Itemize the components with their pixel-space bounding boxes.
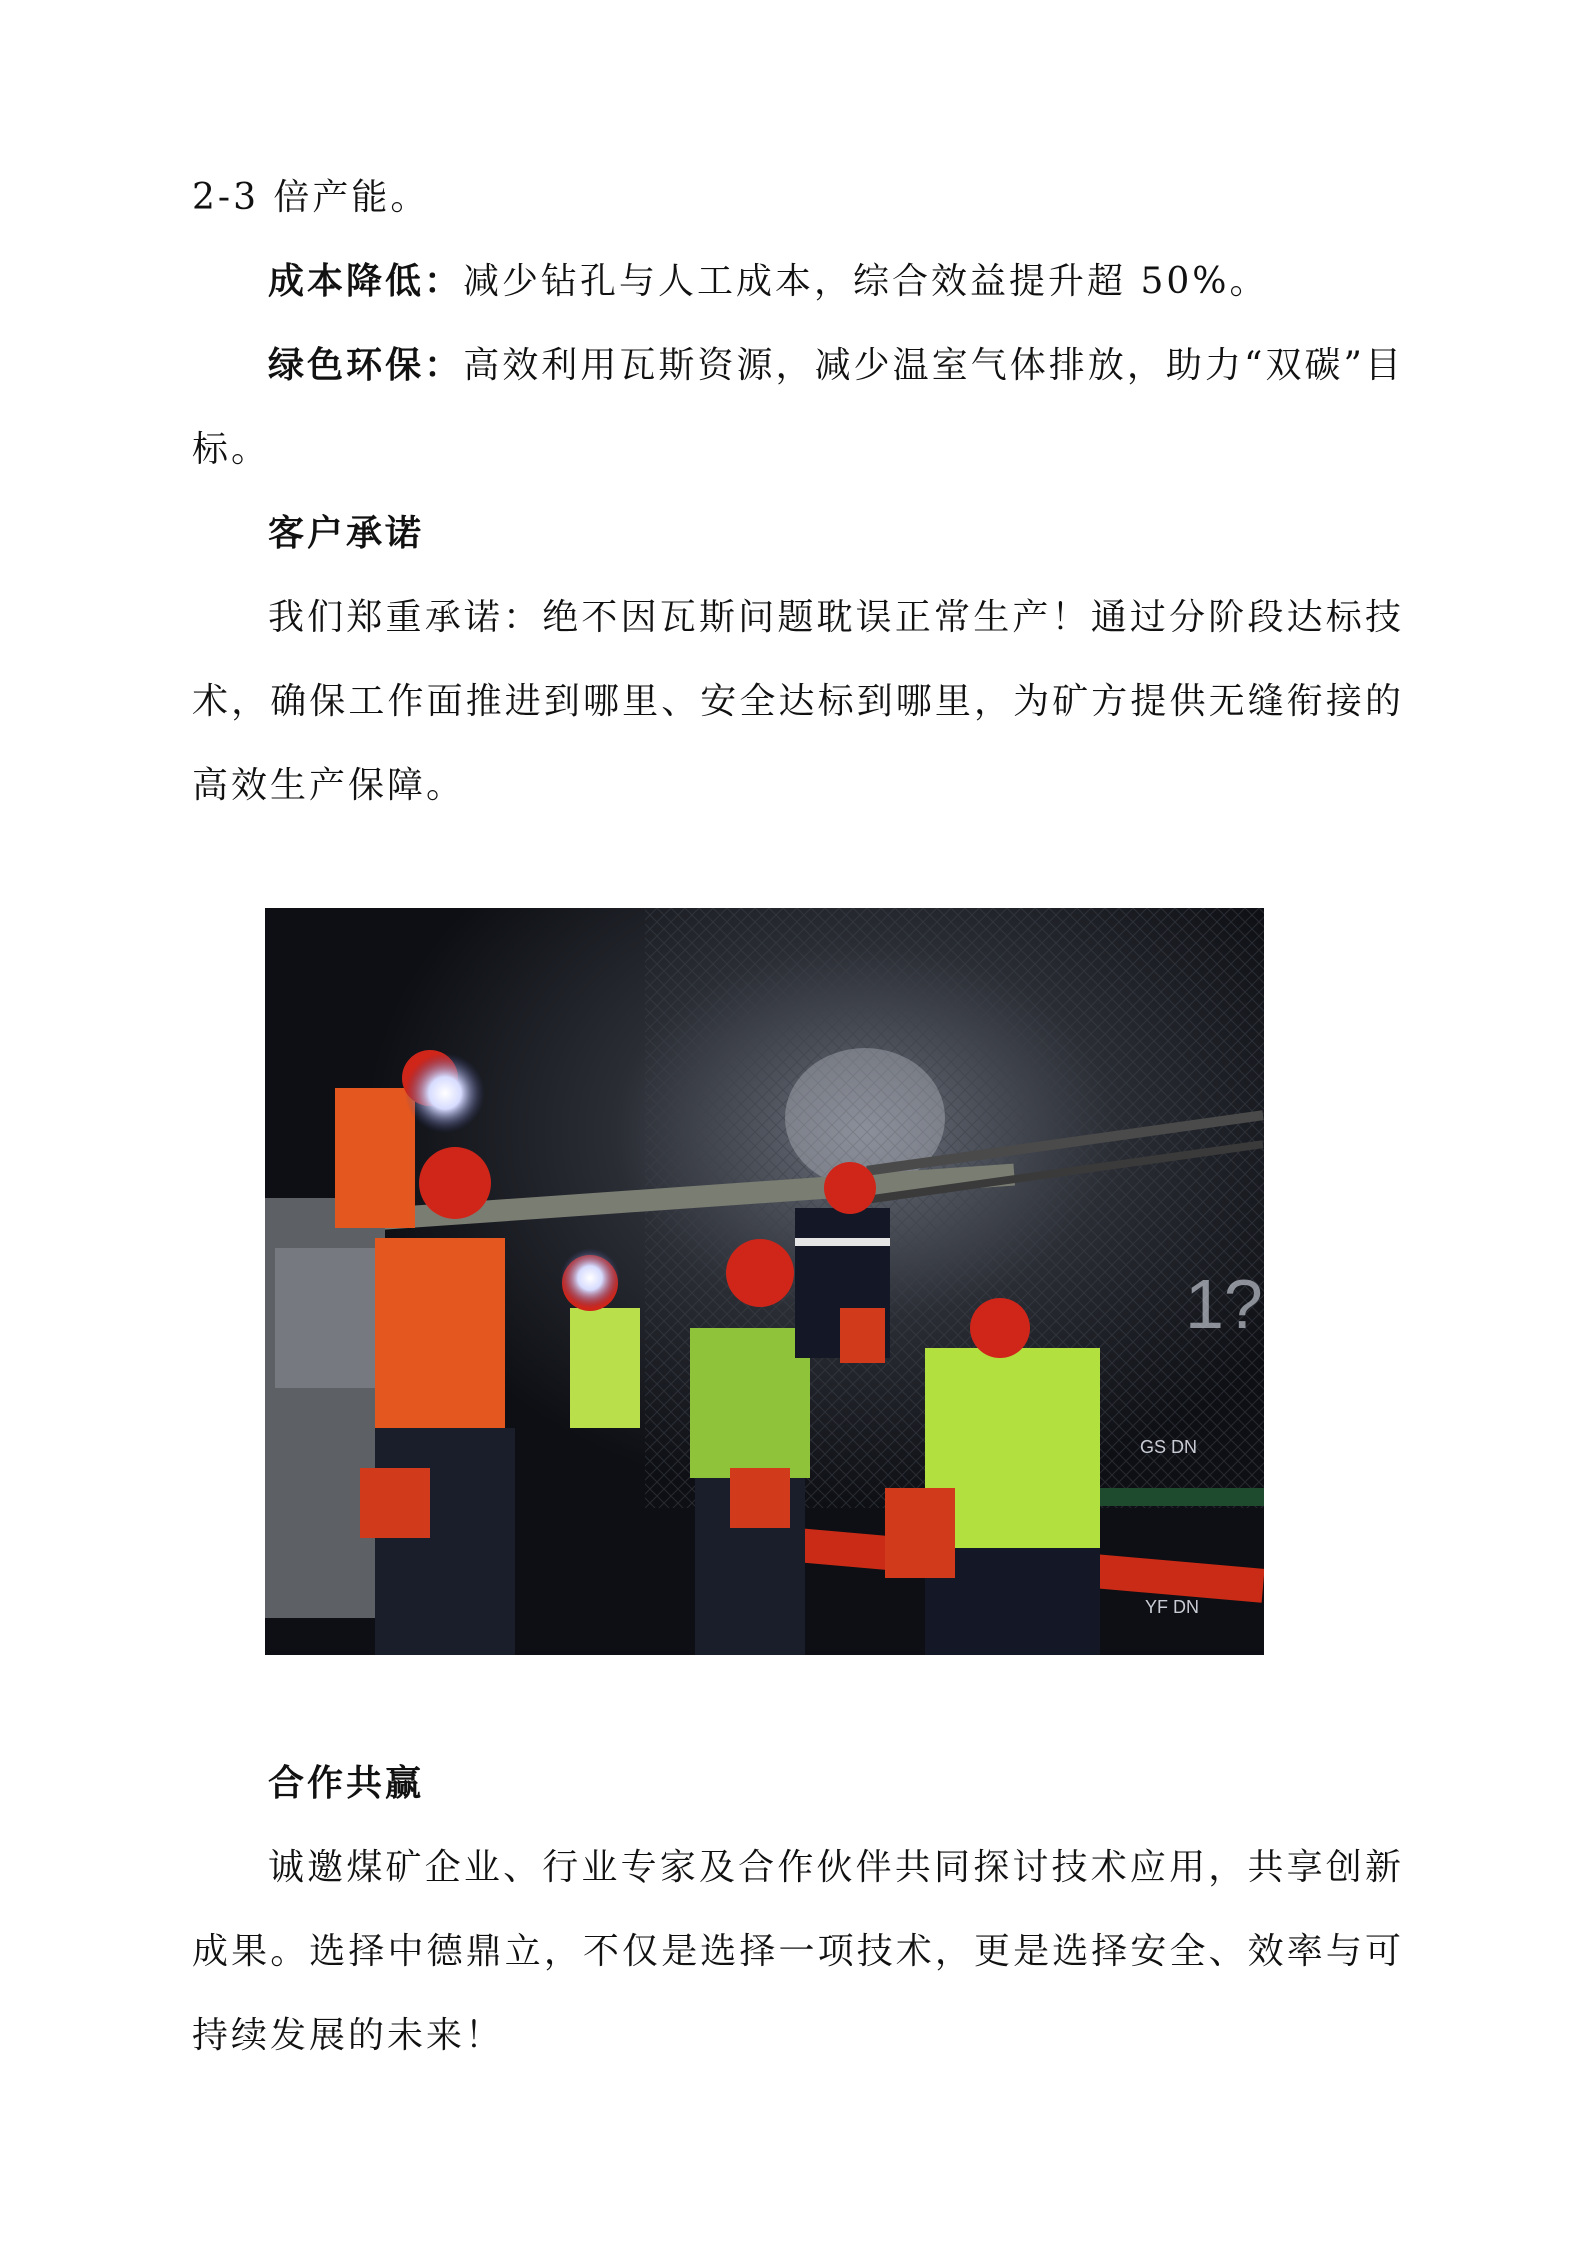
mine-workers-photo — [265, 908, 1264, 1655]
wall-marking-gs: GS DN — [1140, 1437, 1198, 1457]
wall-marking-yf: YF DN — [1145, 1597, 1199, 1617]
cost-reduction-paragraph — [192, 240, 1404, 324]
wall-marking-number: 1? — [1185, 1265, 1263, 1343]
commitment-heading: 客户承诺 — [268, 513, 425, 554]
green-env-lead: 绿色环保： — [268, 345, 464, 386]
commitment-paragraph: 我们郑重承诺：绝不因瓦斯问题耽误正常生产！通过分阶段达标技术，确保工作面推进到哪里、安全达标到哪里，为矿方提供无缝衔接的高效生产保障。 — [192, 597, 1404, 806]
cooperation-paragraph: 诚邀煤矿企业、行业专家及合作伙伴共同探讨技术应用，共享创新成果。选择中德鼎立，不仅是选择一项技术，更是选择安全、效率与可持续发展的未来！ — [192, 1847, 1404, 2056]
green-env-paragraph — [192, 324, 1404, 492]
photo-illustration — [265, 908, 1264, 1655]
green-env-text: 高效利用瓦斯资源，减少温室气体排放，助力“双碳”目标。 — [192, 345, 1404, 470]
continued-paragraph: 2-3 倍产能。 — [192, 177, 430, 218]
cooperation-heading: 合作共赢 — [268, 1763, 425, 1804]
cost-reduction-text: 减少钻孔与人工成本，综合效益提升超 50%。 — [463, 261, 1269, 302]
cost-reduction-lead: 成本降低： — [268, 261, 464, 302]
